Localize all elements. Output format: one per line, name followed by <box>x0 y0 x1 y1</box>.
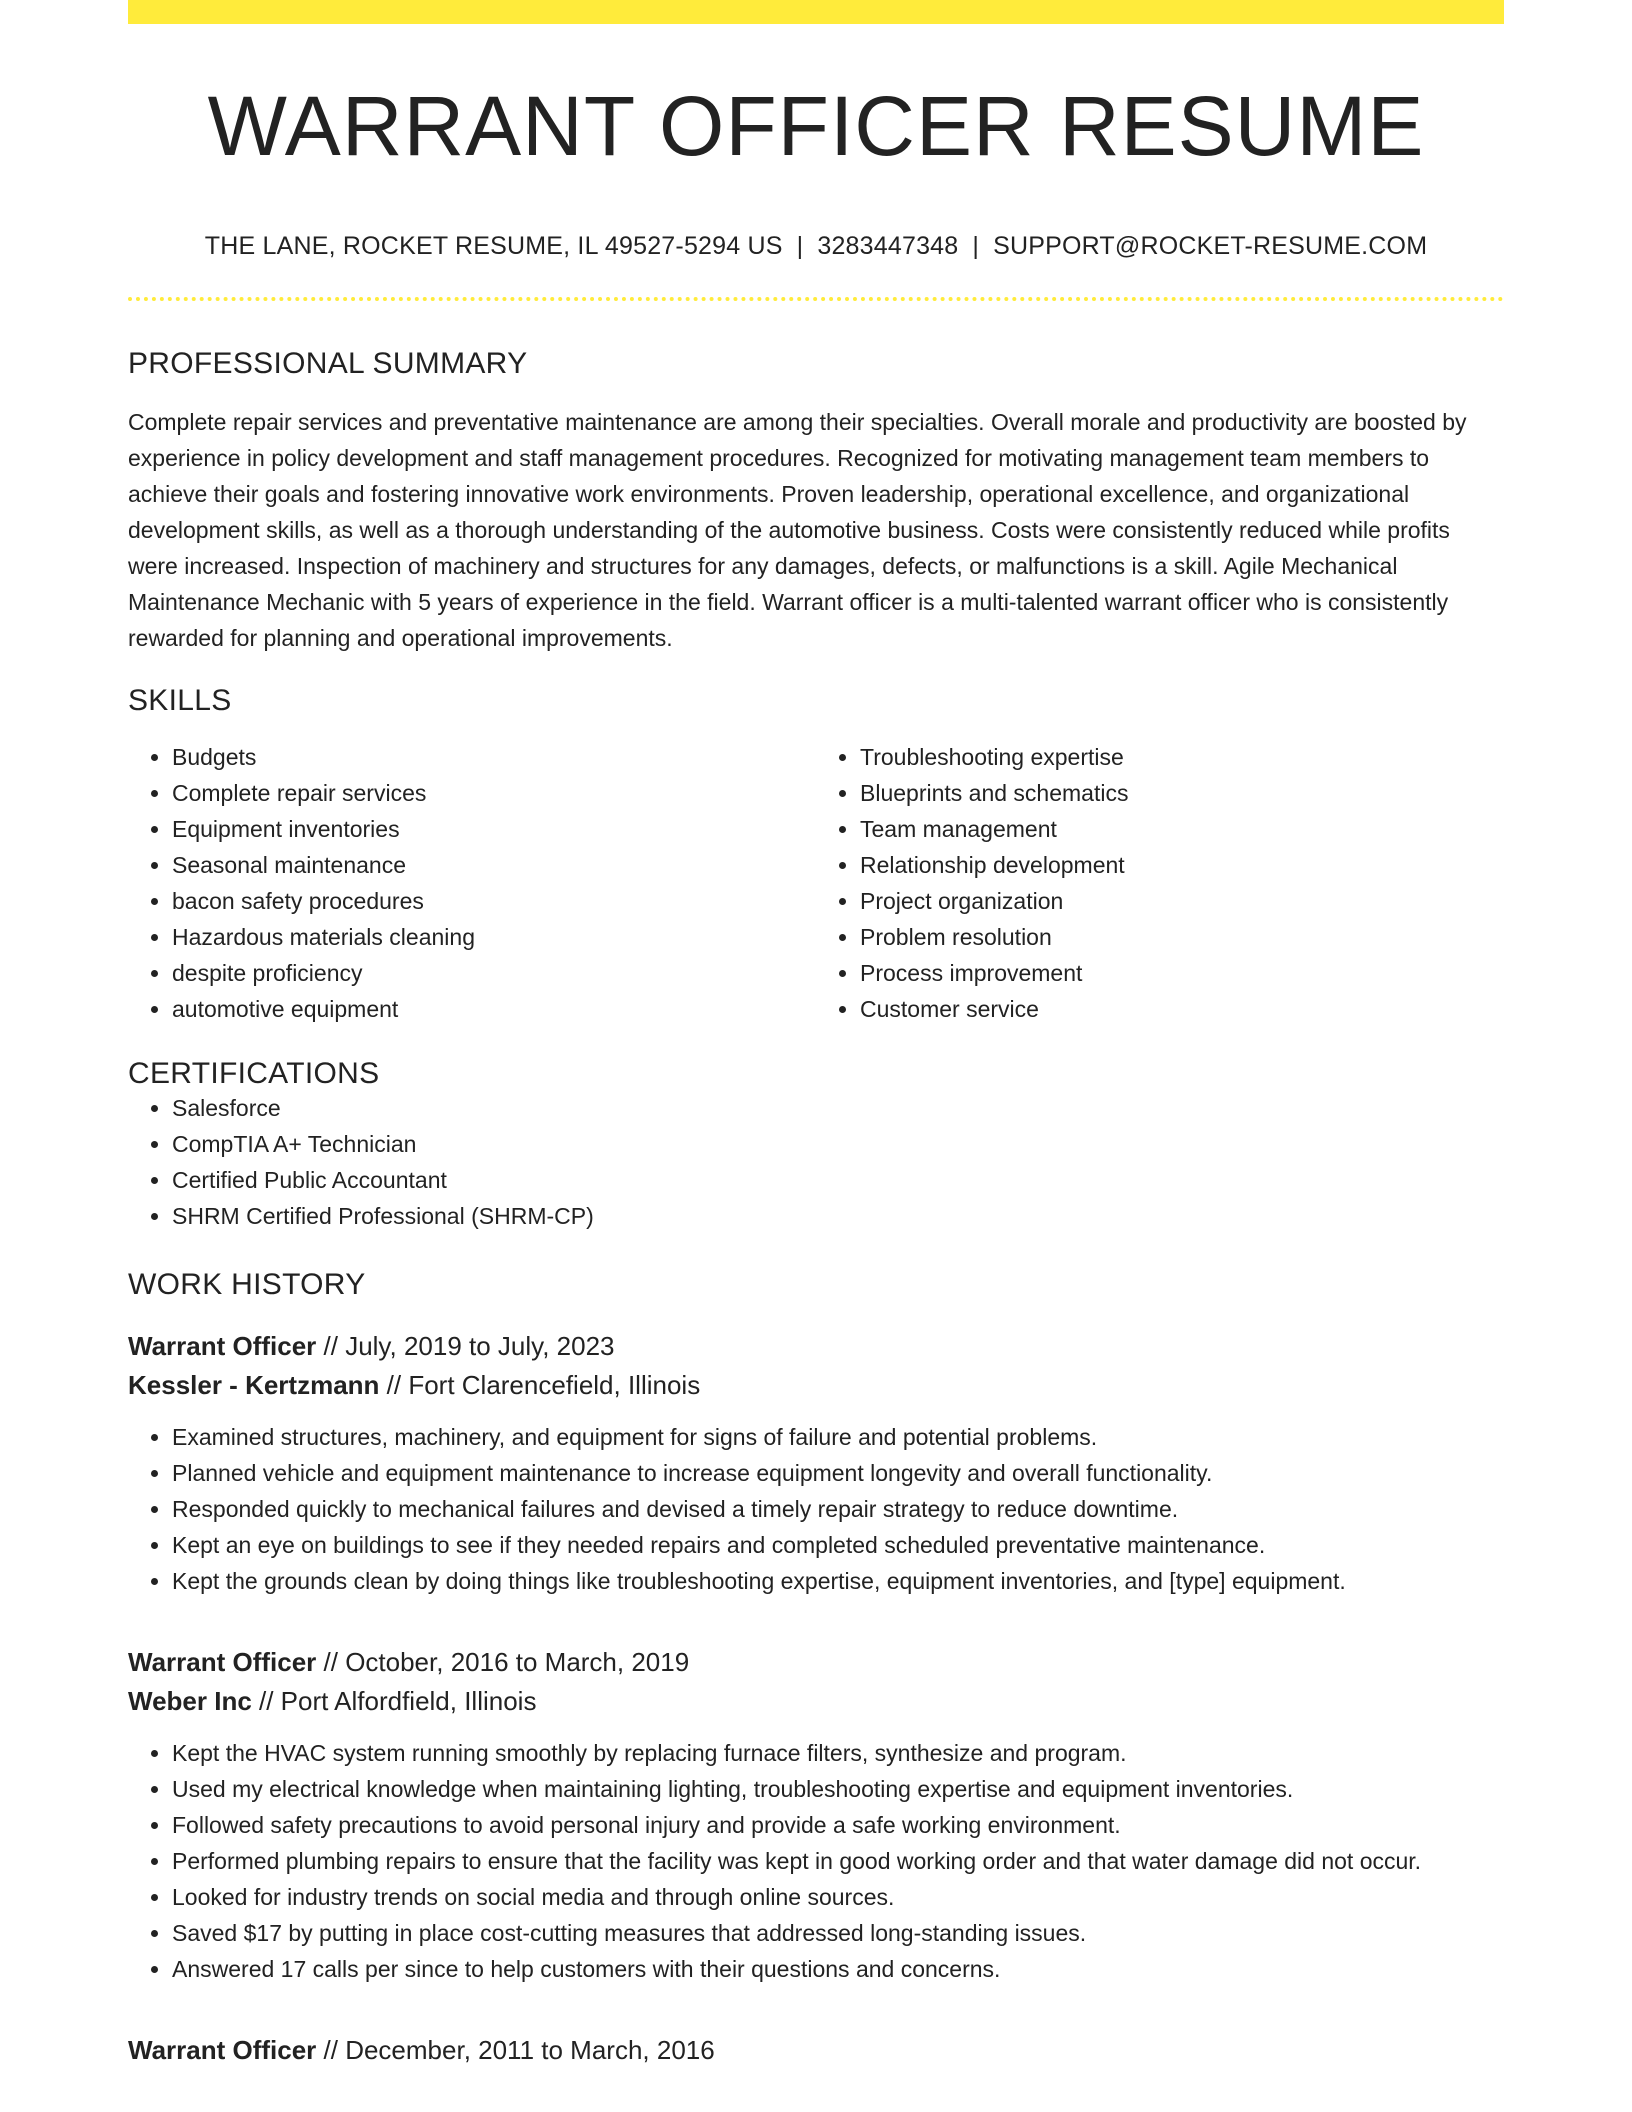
job-entry <box>128 1643 1504 1987</box>
job-company: Weber Inc <box>128 1686 252 1717</box>
certification-item: • SHRM Certified Professional (SHRM-CP) <box>172 1198 1504 1234</box>
skill-item: • Troubleshooting expertise <box>860 739 1504 775</box>
job-title: Warrant Officer <box>128 1647 317 1678</box>
summary-text: Complete repair services and preventative maintenance are among their specialties. Overall morale and productivity are boosted by experience in policy development and staff management procedures. Recognized for motivating management team members to achieve their goals and fostering innovative work environments. Proven leadership, operational excellence, and organizational development skills, as well as a thorough understanding of the automotive business. Costs were consistently reduced while profits were increased. Inspection of machinery and structures for any damages, defects, or malfunctions is a skill. Agile Mechanical Maintenance Mechanic with 5 years of experience in the field. Warrant officer is a multi-talented warrant officer who is consistently rewarded for planning and operational improvements. <box>128 409 1467 652</box>
certifications-heading: CERTIFICATIONS <box>128 1057 380 1091</box>
skill-item: • Project organization <box>860 883 1504 919</box>
job-location: // Fort Clarencefield, Illinois <box>379 1370 701 1401</box>
job-bullet: • Saved $17 by putting in place cost-cutting measures that addressed long-standing issues. <box>172 1915 1504 1951</box>
job-dates: // December, 2011 to March, 2016 <box>316 2035 715 2066</box>
job-bullet: • Kept the grounds clean by doing things like troubleshooting expertise, equipment inventories, and [type] equipment. <box>172 1563 1504 1599</box>
top-accent-bar <box>128 0 1504 24</box>
skill-item: • Team management <box>860 811 1504 847</box>
resume-page <box>128 0 1504 2070</box>
skill-item: • Hazardous materials cleaning <box>172 919 816 955</box>
job-title-line <box>128 1643 1504 1682</box>
job-company-line <box>128 1682 1504 1721</box>
skill-item: • bacon safety procedures <box>172 883 816 919</box>
certification-item: • Certified Public Accountant <box>172 1162 1504 1198</box>
contact-separator: | <box>796 232 804 261</box>
skill-item: • Relationship development <box>860 847 1504 883</box>
job-bullet: • Planned vehicle and equipment maintenance to increase equipment longevity and overall functionality. <box>172 1455 1504 1491</box>
job-bullet: • Performed plumbing repairs to ensure that the facility was kept in good working order and that water damage did not occur. <box>172 1843 1504 1879</box>
skill-item: • automotive equipment <box>172 991 816 1027</box>
skill-item: • Seasonal maintenance <box>172 847 816 883</box>
job-bullet: • Responded quickly to mechanical failures and devised a timely repair strategy to reduce downtime. <box>172 1491 1504 1527</box>
certification-item: • CompTIA A+ Technician <box>172 1126 1504 1162</box>
job-bullet: • Kept an eye on buildings to see if they needed repairs and completed scheduled preventative maintenance. <box>172 1527 1504 1563</box>
contact-address: THE LANE, ROCKET RESUME, IL 49527-5294 US <box>204 232 783 261</box>
contact-line <box>128 232 1504 261</box>
job-entry <box>128 1327 1504 1599</box>
job-entry <box>128 2031 1504 2070</box>
job-dates: // July, 2019 to July, 2023 <box>316 1331 615 1362</box>
contact-phone: 3283447348 <box>817 232 959 261</box>
job-title: Warrant Officer <box>128 1331 317 1362</box>
skill-item: • Complete repair services <box>172 775 816 811</box>
job-company: Kessler - Kertzmann <box>128 1370 380 1401</box>
job-title: Warrant Officer <box>128 2035 317 2066</box>
contact-separator: | <box>972 232 980 261</box>
job-bullet: • Kept the HVAC system running smoothly by replacing furnace filters, synthesize and program. <box>172 1735 1504 1771</box>
skills-list-left <box>128 739 816 1027</box>
resume-title: WARRANT OFFICER RESUME <box>207 79 1425 173</box>
certification-item: • Salesforce <box>172 1090 1504 1126</box>
skill-item: • Equipment inventories <box>172 811 816 847</box>
skills-heading: SKILLS <box>128 684 232 718</box>
skills-list-right <box>816 739 1504 1027</box>
job-title-line <box>128 1327 1504 1366</box>
job-title-line <box>128 2031 1504 2070</box>
summary-heading: PROFESSIONAL SUMMARY <box>128 347 528 381</box>
dotted-divider <box>128 297 1504 301</box>
job-company-line <box>128 1366 1504 1405</box>
skill-item: • despite proficiency <box>172 955 816 991</box>
contact-email: SUPPORT@ROCKET-RESUME.COM <box>993 232 1428 261</box>
job-bullets <box>128 1735 1504 1987</box>
job-bullet: • Examined structures, machinery, and equipment for signs of failure and potential problems. <box>172 1419 1504 1455</box>
work-history-heading: WORK HISTORY <box>128 1268 366 1302</box>
job-bullet: • Followed safety precautions to avoid personal injury and provide a safe working environment. <box>172 1807 1504 1843</box>
job-bullets <box>128 1419 1504 1599</box>
certifications-list <box>128 1090 1504 1234</box>
job-bullet: • Used my electrical knowledge when maintaining lighting, troubleshooting expertise and equipment inventories. <box>172 1771 1504 1807</box>
job-location: // Port Alfordfield, Illinois <box>251 1686 537 1717</box>
job-dates: // October, 2016 to March, 2019 <box>316 1647 690 1678</box>
skills-columns <box>128 739 1504 1027</box>
skill-item: • Budgets <box>172 739 816 775</box>
skill-item: • Blueprints and schematics <box>860 775 1504 811</box>
job-bullet: • Answered 17 calls per since to help customers with their questions and concerns. <box>172 1951 1504 1987</box>
skill-item: • Process improvement <box>860 955 1504 991</box>
skill-item: • Customer service <box>860 991 1504 1027</box>
job-bullet: • Looked for industry trends on social media and through online sources. <box>172 1879 1504 1915</box>
skill-item: • Problem resolution <box>860 919 1504 955</box>
